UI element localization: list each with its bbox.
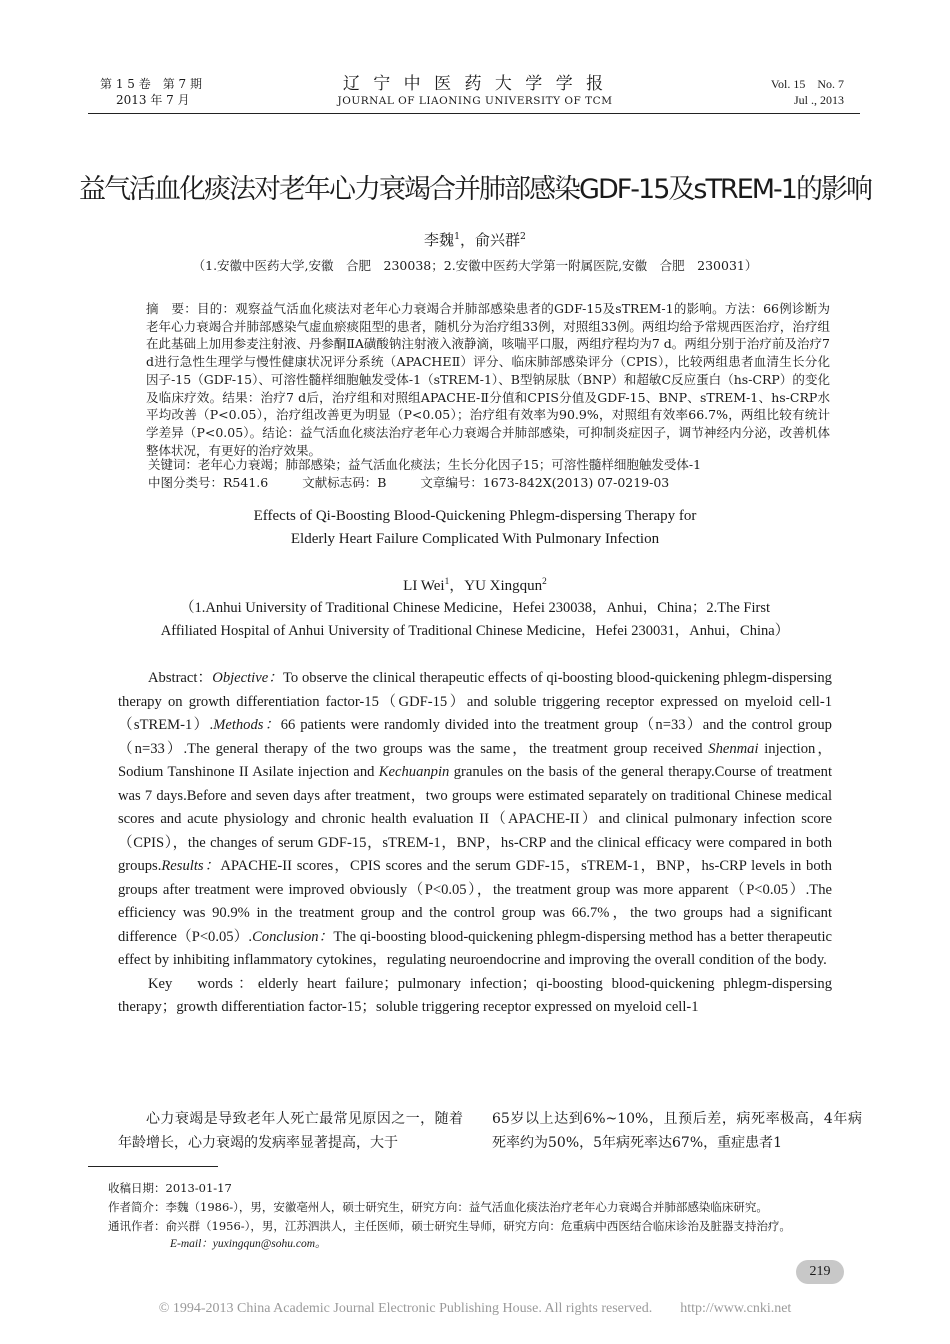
objective-text: To observe the clinical therapeutic effects of qi-boosting blood-quickening phlegm-dispersing therapy on growth differentiation factor-15（GDF-15）and soluble triggering receptor expressed on myeloid cell-1（sTREM-1）. bbox=[118, 670, 832, 733]
author-2-en-affil: 2 bbox=[542, 577, 547, 587]
body-column-left bbox=[118, 1107, 463, 1155]
footnote-received: 收稿日期：2013-01-17 bbox=[108, 1181, 232, 1195]
article-number: 文章编号：1673-842X(2013) 07-0219-03 bbox=[420, 475, 670, 490]
page-number: 219 bbox=[796, 1260, 844, 1284]
header-volume-info-en bbox=[771, 76, 844, 108]
footnote-author-bio: 作者简介：李魏（1986-），男，安徽亳州人，硕士研究生，研究方向：益气活血化痰法治疗老年心力衰竭合并肺部感染临床研究。 bbox=[108, 1200, 768, 1214]
article-title-en bbox=[0, 505, 950, 551]
header-volume: 第 1 5 卷 第 7 期 bbox=[100, 77, 202, 91]
abstract-label: Abstract： bbox=[148, 670, 213, 686]
body-right-text: 65岁以上达到6%~10%，且预后差，病死率极高，4年病死率约为50%，5年病死率达67%，重症患者1 bbox=[492, 1111, 862, 1151]
affiliation-cn: （1.安徽中医药大学,安徽 合肥 230038；2.安徽中医药大学第一附属医院,安徽 合肥 230031） bbox=[192, 258, 758, 273]
header-volume-info bbox=[100, 76, 202, 108]
author-1-en: LI Wei bbox=[403, 578, 445, 594]
methods-text-b: injection，Sodium Tanshinone II Asilate injection and bbox=[118, 740, 832, 780]
header-vol-en: Vol. 15 No. 7 bbox=[770, 77, 844, 91]
conclusion-text: The qi-boosting blood-quickening phlegm-dispersing method has a better therapeutic effect by inhibiting inflammatory cytokines，regulating neuroendocrine and improving the overall condition of the body. bbox=[118, 928, 832, 968]
results-label: Results： bbox=[161, 858, 221, 874]
author-separator: ， bbox=[459, 231, 475, 249]
author-en-separator: ， bbox=[449, 578, 465, 594]
kechuanpin-term: Kechuanpin bbox=[378, 764, 450, 780]
methods-text-a: 66 patients were randomly divided into the treatment group（n=33）and the control group（n=33）.The general therapy of the two groups was the same，the treatment group received bbox=[118, 717, 832, 757]
footnote-corresponding: 通讯作者：俞兴群（1956-），男，江苏泗洪人，主任医师，硕士研究生导师，研究方向：危重病中西医结合临床诊治及脏器支持治疗。 bbox=[108, 1219, 791, 1233]
author-1: 李魏 bbox=[424, 231, 455, 249]
header-date-en: Jul ., 2013 bbox=[793, 93, 844, 107]
footnote-email: E-mail：yuxingqun@sohu.com。 bbox=[170, 1238, 327, 1250]
body-left-text: 心力衰竭是导致老年人死亡最常见原因之一，随着年龄增长，心力衰竭的发病率显著提高，大于 bbox=[118, 1111, 463, 1151]
keywords-en bbox=[118, 973, 832, 1020]
author-2: 俞兴群 bbox=[475, 231, 521, 249]
objective-label: Objective： bbox=[212, 670, 284, 686]
authors-en bbox=[0, 574, 950, 595]
header-date: 2013 年 7 月 bbox=[116, 93, 190, 107]
author-1-affil: 1 bbox=[454, 231, 460, 242]
footnote-divider bbox=[88, 1166, 218, 1167]
abstract-cn bbox=[118, 300, 830, 459]
article-title-cn: 益气活血化痰法对老年心力衰竭合并肺部感染GDF-15及sTREM-1的影响 bbox=[79, 174, 871, 205]
journal-name-cn: 辽 宁 中 医 药 大 学 学 报 bbox=[342, 74, 608, 94]
keywords-cn: 关键词：老年心力衰竭；肺部感染；益气活血化痰法；生长分化因子15；可溶性髓样细胞触发受体-1 bbox=[148, 457, 702, 472]
affiliation-en bbox=[100, 597, 850, 643]
document-code: 文献标志码：B bbox=[302, 475, 387, 490]
abstract-cn-text: 摘 要：目的：观察益气活血化痰法对老年心力衰竭合并肺部感染患者的GDF-15及sTREM-1的影响。方法：66例诊断为老年心力衰竭合并肺部感染气虚血瘀痰阻型的患者，随机分为治疗组33例，对照组33例。两组均给予常规西医治疗，治疗组在此基础上加用参麦注射液、丹参酮ⅡA磺酸钠注射液入液静滴，咳喘平口服，两组疗程均为7 d。两组分别于治疗前及治疗7 d进行急性生理学与慢性健康状况评分系统（APACHEⅡ）评分、临床肺部感染评分（CPIS），比较两组患者血清生长分化因子-15（GDF-15）、可溶性髓样细胞触发受体-1（sTREM-1）、B型钠尿肽（BNP）和超敏C反应蛋白（hs-CRP）的变化及临床疗效。结果：治疗7 d后，治疗组和对照组APACHE-Ⅱ分值和CPIS分值及GDF-15、BNP、sTREM-1、hs-CRP水平均改善（P<0.05），治疗组改善更为明显（P<0.05）；治疗组有效率为90.9%，对照组有效率66.7%，两组比较有统计学差异（P<0.05）。结论：益气活血化痰法治疗老年心力衰竭合并肺部感染，可抑制炎症因子，调节神经内分泌，改善机体整体状况，有更好的治疗效果。 bbox=[146, 301, 830, 458]
journal-masthead bbox=[300, 74, 650, 108]
conclusion-label: Conclusion： bbox=[252, 928, 334, 945]
header-divider bbox=[88, 113, 860, 114]
author-2-en: YU Xingqun bbox=[464, 578, 543, 594]
title-en-line2: Elderly Heart Failure Complicated With Pulmonary Infection bbox=[290, 531, 660, 547]
keywords-en-text: elderly heart failure；pulmonary infection；qi-boosting blood-quickening phlegm-dispersing therapy；growth differentiation factor-15；soluble triggering receptor expressed on myeloid cell-1 bbox=[118, 975, 832, 1015]
clc-number: 中图分类号：R541.6 bbox=[148, 475, 269, 490]
authors-cn bbox=[0, 229, 950, 250]
methods-text-c: granules on the basis of the general therapy.Course of treatment was 7 days.Before and seven days after treatment，two groups were estimated separately on traditional Chinese medical scores and acute physiology and chronic health evaluation II（APACHE-II）and clinical pulmonary infection score（CPIS），the changes of serum GDF-15，sTREM-1，BNP，hs-CRP and the clinical efficacy were compared in both groups. bbox=[118, 764, 833, 874]
keywords-en-label: Key words： bbox=[148, 975, 258, 992]
affiliation-en-line2: Affiliated Hospital of Anhui University of Traditional Chinese Medicine，Hefei 230031，Anhui，China） bbox=[160, 623, 790, 639]
author-1-en-affil: 1 bbox=[444, 577, 450, 587]
methods-label: Methods： bbox=[213, 717, 281, 733]
copyright-watermark: © 1994-2013 China Academic Journal Electronic Publishing House. All rights reserved. http://www.cnki.net bbox=[158, 1301, 792, 1316]
body-column-right bbox=[492, 1107, 862, 1155]
author-2-affil: 2 bbox=[520, 231, 526, 242]
affiliation-en-line1: （1.Anhui University of Traditional Chinese Medicine，Hefei 230038，Anhui，China；2.The First bbox=[179, 600, 770, 616]
results-text: APACHE-II scores，CPIS scores and the serum GDF-15，sTREM-1，BNP，hs-CRP levels in both groups after treatment were improved obviously（P<0.05），the treatment group was more apparent（P<0.05）.The efficiency was 90.9% in the treatment group and the control group was 66.7%，the two groups had a significant difference（P<0.05）. bbox=[118, 858, 832, 945]
abstract-en bbox=[118, 667, 832, 1020]
abstract-en-paragraph bbox=[118, 667, 832, 973]
shenmai-term: Shenmai bbox=[708, 740, 759, 757]
title-en-line1: Effects of Qi-Boosting Blood-Quickening Phlegm-dispersing Therapy for bbox=[253, 508, 697, 524]
journal-name-en: JOURNAL OF LIAONING UNIVERSITY OF TCM bbox=[337, 95, 613, 107]
classification-line bbox=[148, 474, 848, 492]
